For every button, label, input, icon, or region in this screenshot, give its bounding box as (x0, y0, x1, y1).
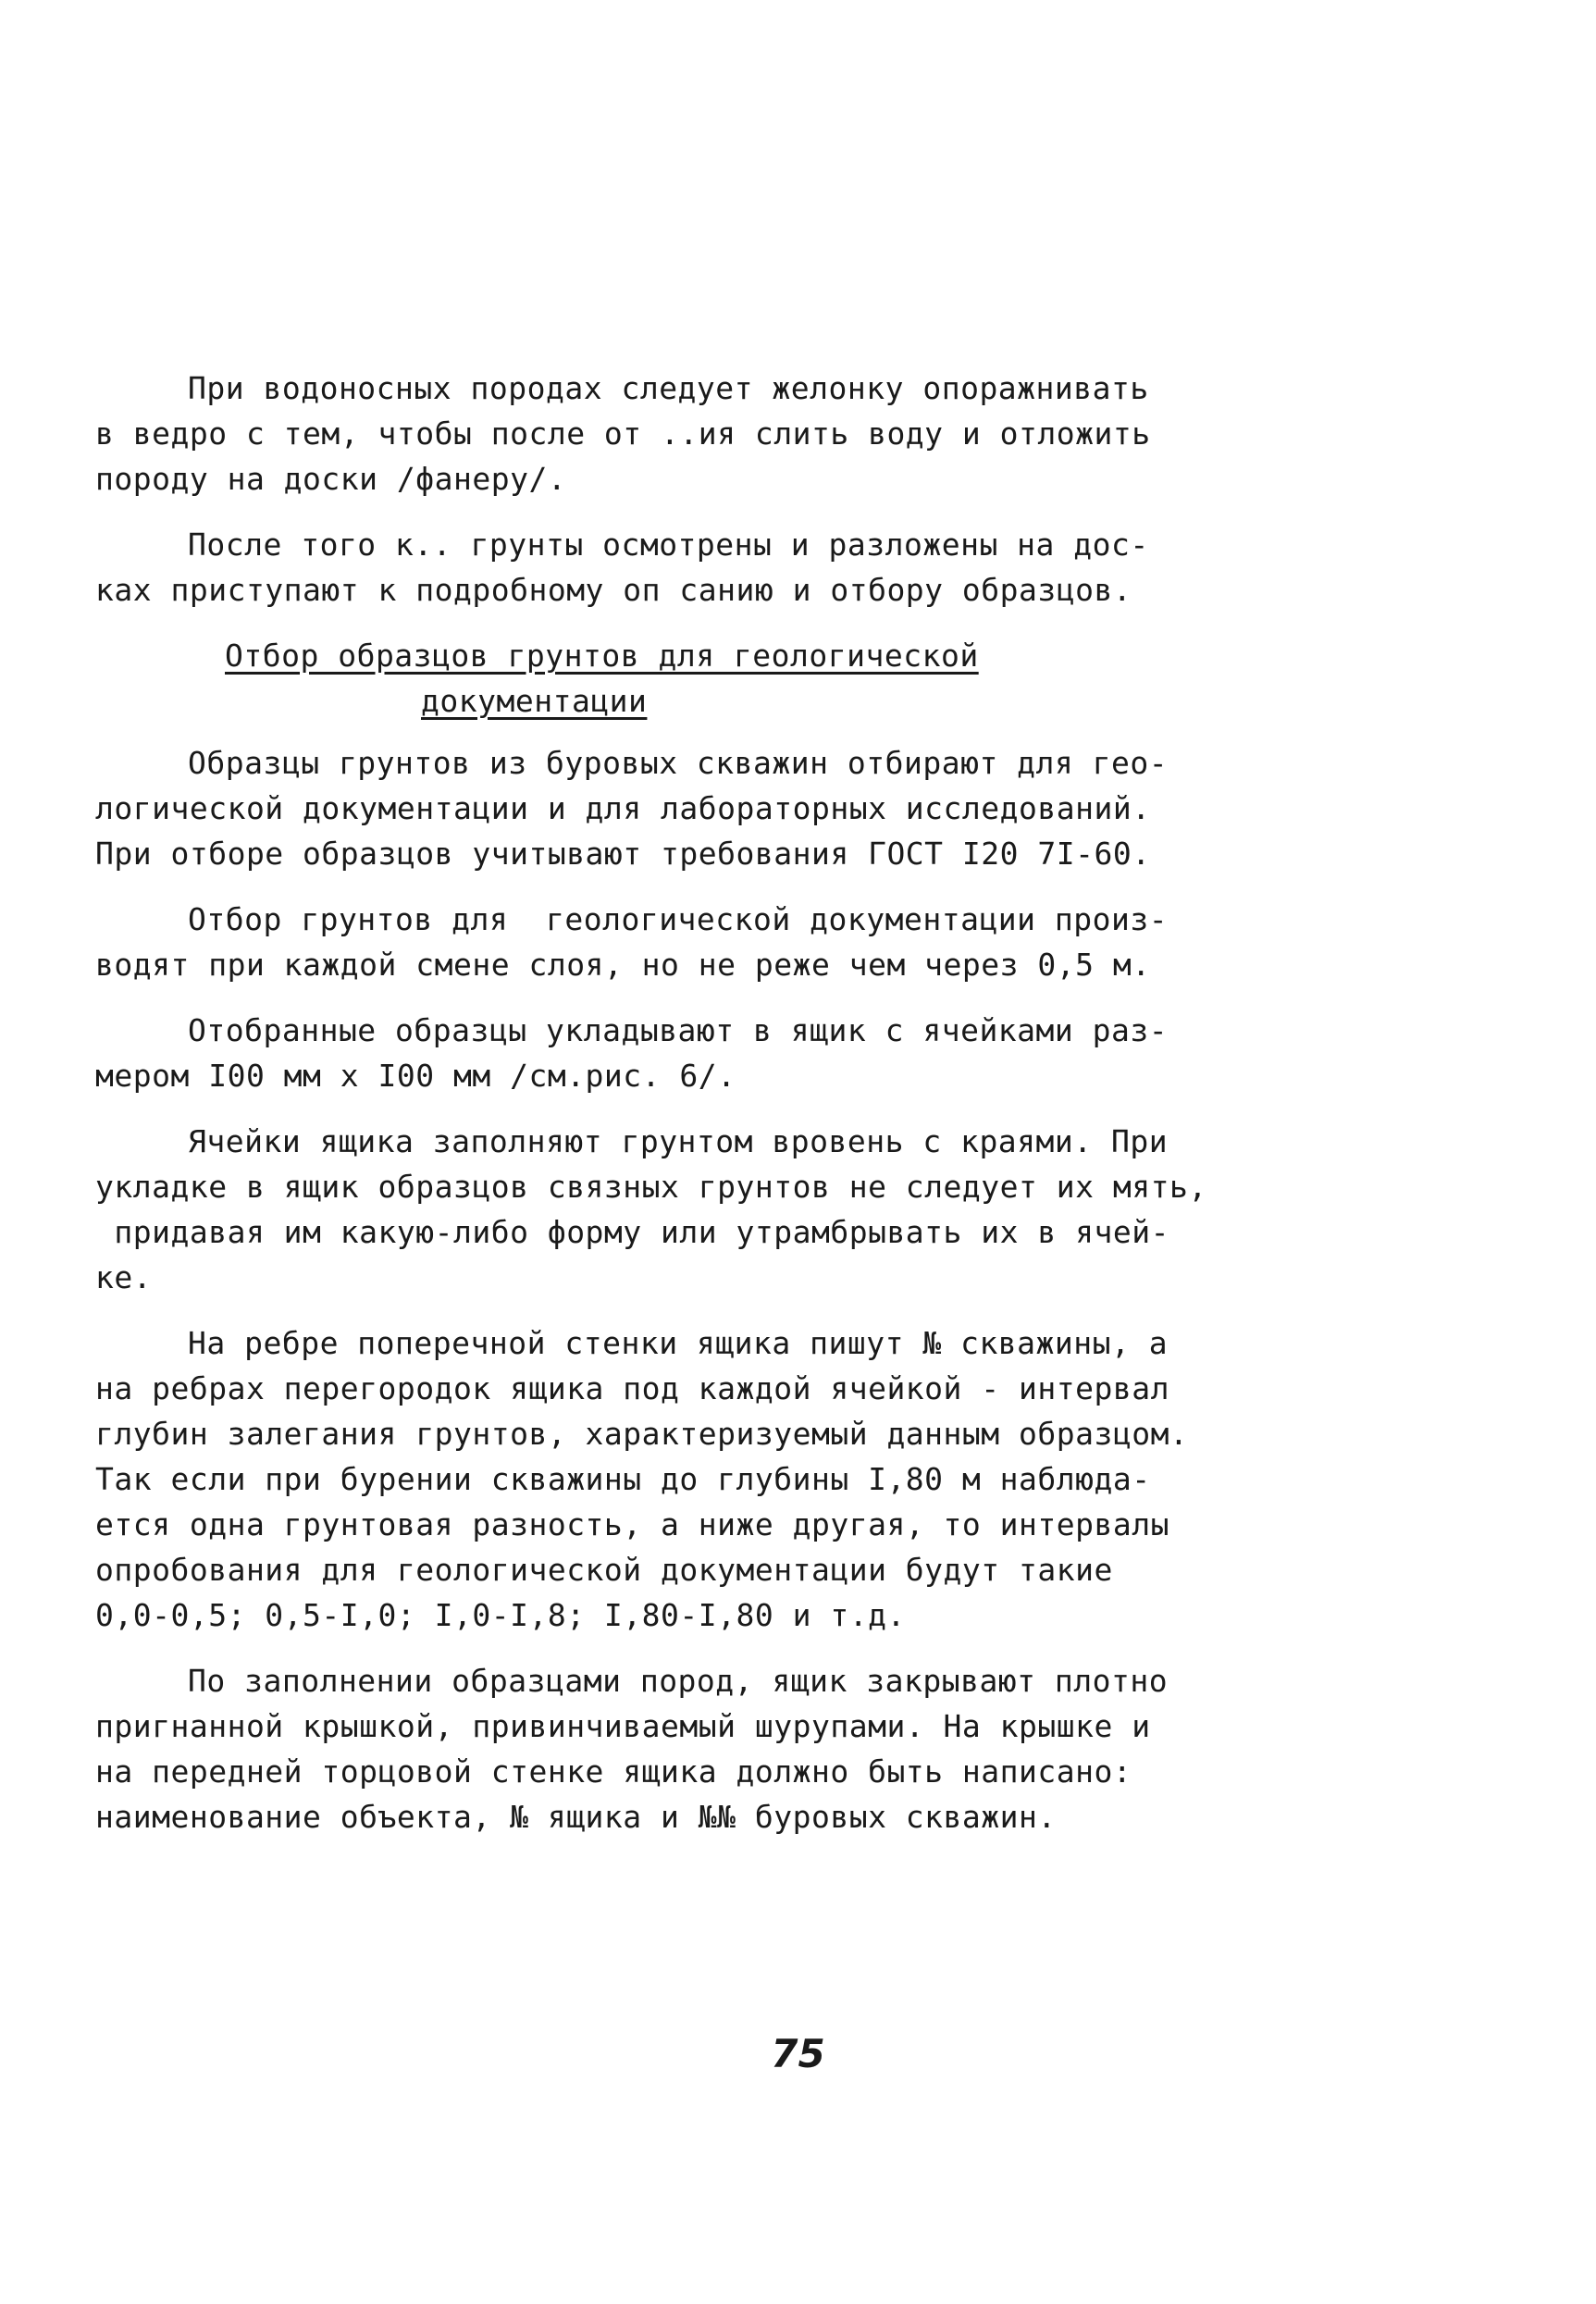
paragraph-3 (95, 740, 1233, 876)
text-line: Так если при бурении скважины до глубины I,80 м наблюда- (95, 1461, 1151, 1497)
text-line: мером I00 мм х I00 мм /см.рис. 6/. (95, 1058, 736, 1094)
page-number: 75 (771, 2031, 825, 2076)
paragraph-4 (95, 897, 1233, 987)
text-line: 0,0-0,5; 0,5-I,0; I,0-I,8; I,80-I,80 и т.д. (95, 1597, 906, 1633)
heading-line-1: Отбор образцов грунтов для геологической (225, 638, 979, 674)
paragraph-2 (95, 522, 1233, 613)
text-line: придавая им какую-либо форму или утрамбрывать их в ячей- (95, 1214, 1169, 1250)
text-line: ке. (95, 1259, 153, 1295)
paragraph-7 (95, 1320, 1233, 1638)
text-line: на ребрах перегородок ящика под каждой ячейкой - интервал (95, 1370, 1169, 1406)
paragraph-6 (95, 1119, 1233, 1300)
text-line: Образцы грунтов из буровых скважин отбирают для гео- (188, 745, 1169, 781)
text-line: На ребре поперечной стенки ящика пишут № скважины, а (188, 1325, 1169, 1361)
text-line: водят при каждой смене слоя, но не реже чем через 0,5 м. (95, 947, 1151, 983)
text-line: в ведро с тем, чтобы после от ..ия слить воду и отложить (95, 415, 1151, 452)
body-text (95, 365, 1233, 1860)
text-line: укладке в ящик образцов связных грунтов не следует их мять, (95, 1169, 1207, 1205)
section-heading (95, 633, 1233, 724)
paragraph-8 (95, 1658, 1233, 1839)
text-line: наименование объекта, № ящика и №№ буровых скважин. (95, 1799, 1057, 1835)
text-line: Отобранные образцы укладывают в ящик с ячейками раз- (188, 1012, 1169, 1048)
text-line: После того к.. грунты осмотрены и разложены на дос- (188, 526, 1149, 563)
text-line: По заполнении образцами пород, ящик закрывают плотно (188, 1663, 1169, 1699)
paragraph-1 (95, 365, 1233, 502)
text-line: породу на доски /фанеру/. (95, 461, 567, 497)
text-line: глубин залегания грунтов, характеризуемый данным образцом. (95, 1416, 1189, 1452)
text-line: опробования для геологической документации будут такие (95, 1552, 1113, 1588)
text-line: на передней торцовой стенке ящика должно быть написано: (95, 1753, 1132, 1790)
text-line: ках приступают к подробному оп санию и отбору образцов. (95, 572, 1132, 608)
heading-line-2: документации (421, 683, 648, 719)
text-line: логической документации и для лабораторных исследований. (95, 790, 1151, 826)
text-line: При отборе образцов учитывают требования ГОСТ I20 7I-60. (95, 836, 1151, 872)
text-line: При водоносных породах следует желонку опоражнивать (188, 370, 1149, 406)
paragraph-5 (95, 1008, 1233, 1098)
text-line: ется одна грунтовая разность, а ниже другая, то интервалы (95, 1506, 1169, 1542)
text-line: Отбор грунтов для геологической документации произ- (188, 901, 1169, 937)
text-line: пригнанной крышкой, привинчиваемый шурупами. На крышке и (95, 1708, 1151, 1744)
text-line: Ячейки ящика заполняют грунтом вровень с краями. При (188, 1123, 1169, 1159)
